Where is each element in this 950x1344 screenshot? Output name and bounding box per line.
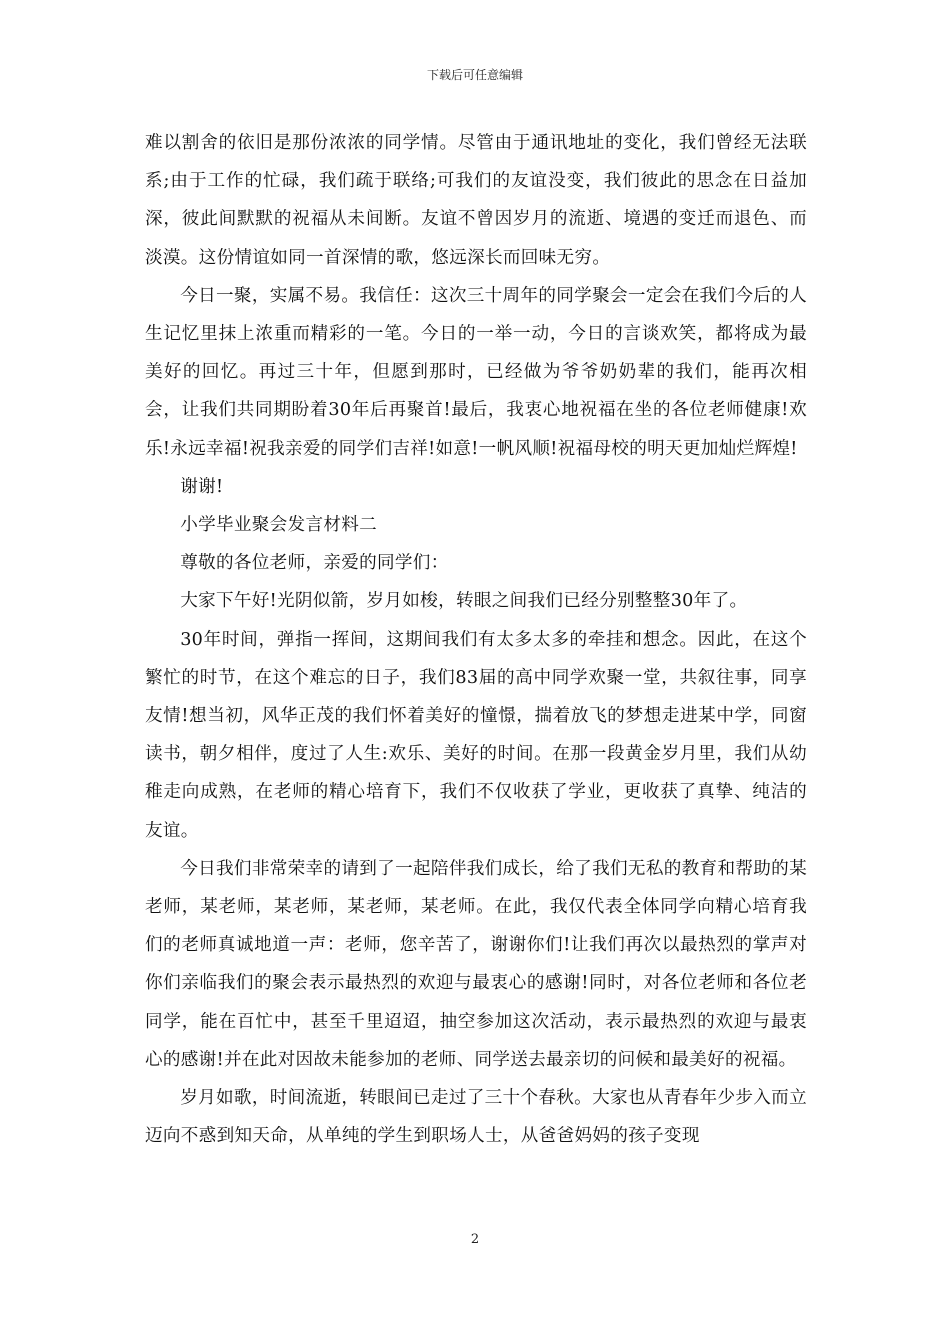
paragraph: 30年时间，弹指一挥间，这期间我们有太多太多的牵挂和想念。因此，在这个繁忙的时节，在这个难忘的日子，我们83届的高中同学欢聚一堂，共叙往事，同享友情!想当初，风华正茂的我们怀着美好的憧憬，揣着放飞的梦想走进某中学，同窗读书，朝夕相伴，度过了人生:欢乐、美好的时间。在那一段黄金岁月里，我们从幼稚走向成熟，在老师的精心培育下，我们不仅收获了学业，更收获了真挚、纯洁的友谊。 (145, 629, 807, 841)
paragraph: 大家下午好!光阴似箭，岁月如梭，转眼之间我们已经分别整整30年了。 (180, 591, 748, 612)
paragraph: 谢谢! (180, 476, 224, 497)
salutation: 尊敬的各位老师，亲爱的同学们： (180, 553, 449, 574)
document-body (145, 124, 807, 1155)
page-header: 下载后可任意编辑 (426, 68, 523, 82)
paragraph: 岁月如歌，时间流逝，转眼间已走过了三十个春秋。大家也从青春年少步入而立迈向不惑到知天命，从单纯的学生到职场人士，从爸爸妈妈的孩子变现 (145, 1088, 807, 1147)
section-heading: 小学毕业聚会发言材料二 (180, 515, 378, 536)
paragraph: 今日一聚，实属不易。我信任：这次三十周年的同学聚会一定会在我们今后的人生记忆里抹上浓重而精彩的一笔。今日的一举一动，今日的言谈欢笑，都将成为最美好的回忆。再过三十年，但愿到那时，已经做为爷爷奶奶辈的我们，能再次相会，让我们共同期盼着30年后再聚首!最后，我衷心地祝福在坐的各位老师健康!欢乐!永远幸福!祝我亲爱的同学们吉祥!如意!一帆风顺!祝福母校的明天更加灿烂辉煌! (145, 285, 807, 459)
paragraph: 今日我们非常荣幸的请到了一起陪伴我们成长，给了我们无私的教育和帮助的某老师，某老师，某老师，某老师，某老师。在此，我仅代表全体同学向精心培育我们的老师真诚地道一声：老师，您辛苦了，谢谢你们!让我们再次以最热烈的掌声对你们亲临我们的聚会表示最热烈的欢迎与最衷心的感谢!同时，对各位老师和各位老同学，能在百忙中，甚至千里迢迢，抽空参加这次活动，表示最热烈的欢迎与最衷心的感谢!并在此对因故未能参加的老师、同学送去最亲切的问候和最美好的祝福。 (145, 858, 807, 1070)
paragraph-continuation: 难以割舍的依旧是那份浓浓的同学情。尽管由于通讯地址的变化，我们曾经无法联系;由于工作的忙碌，我们疏于联络;可我们的友谊没变，我们彼此的思念在日益加深，彼此间默默的祝福从未间断。友谊不曾因岁月的流逝、境遇的变迁而退色、而淡漠。这份情谊如同一首深情的歌，悠远深长而回味无穷。 (145, 133, 807, 268)
page-number: 2 (470, 1232, 480, 1247)
